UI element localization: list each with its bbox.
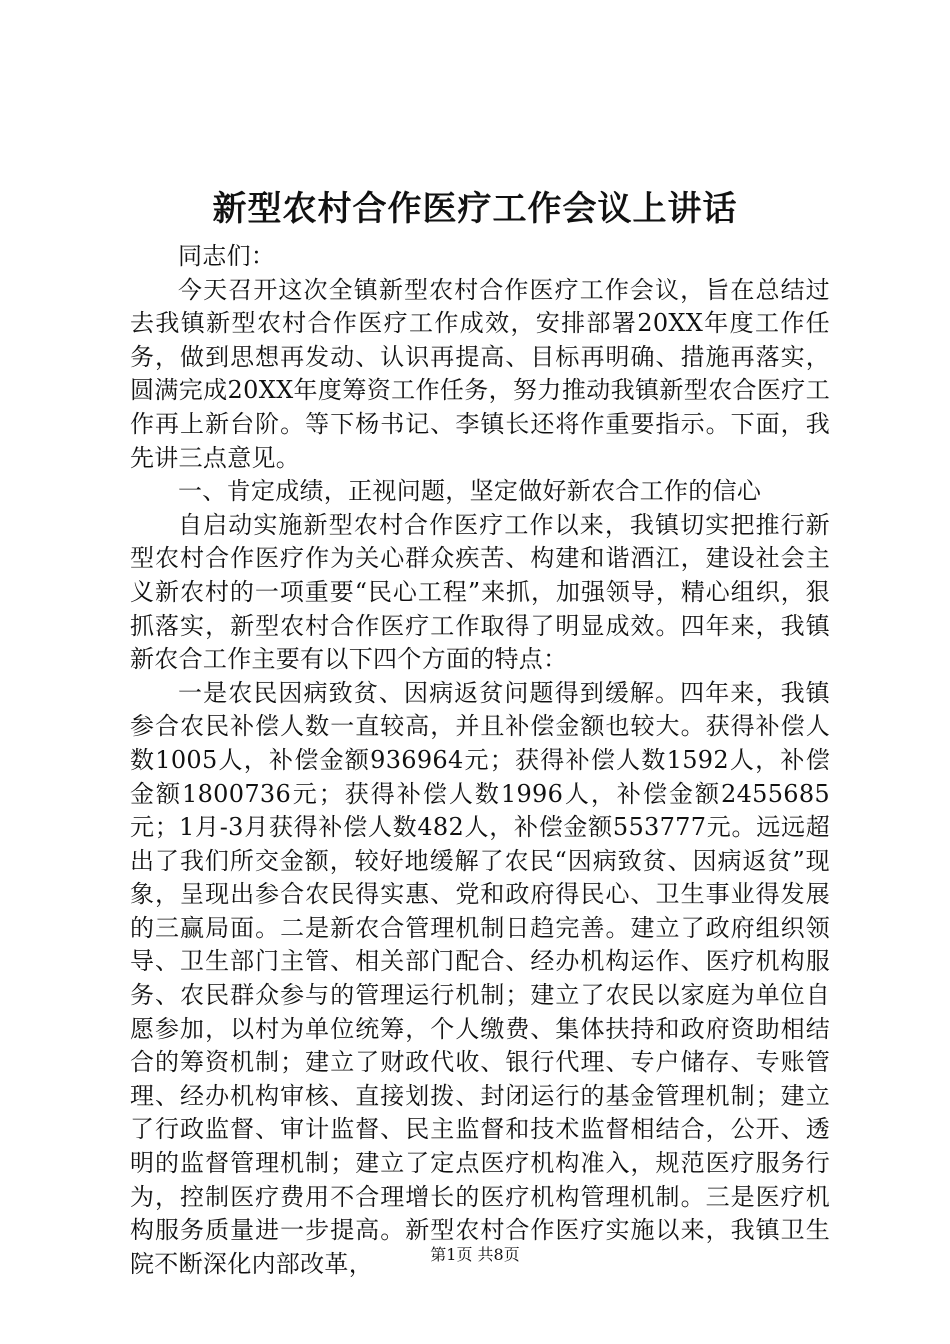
salutation-paragraph: 同志们： [178, 242, 276, 270]
document-body [130, 240, 830, 1281]
body-paragraph: 一是农民因病致贫、因病返贫问题得到缓解。四年来，我镇参合农民补偿人数一直较高，并且补偿金额也较大。获得补偿人数1005人，补偿金额936964元；获得补偿人数1592人，补偿金额1800736元；获得补偿人数1996人，补偿金额2455685元；1月-3月获得补偿人数482人，补偿金额553777元。远远超出了我们所交金额，较好地缓解了农民“因病致贫、因病返贫”现象，呈现出参合农民得实惠、党和政府得民心、卫生事业得发展的三赢局面。二是新农合管理机制日趋完善。建立了政府组织领导、卫生部门主管、相关部门配合、经办机构运作、医疗机构服务、农民群众参与的管理运行机制；建立了农民以家庭为单位自愿参加，以村为单位统筹，个人缴费、集体扶持和政府资助相结合的筹资机制；建立了财政代收、银行代理、专户储存、专账管理、经办机构审核、直接划拨、封闭运行的基金管理机制；建立了行政监督、审计监督、民主监督和技术监督相结合，公开、透明的监督管理机制；建立了定点医疗机构准入，规范医疗服务行为，控制医疗费用不合理增长的医疗机构管理机制。三是医疗机构服务质量进一步提高。新型农村合作医疗实施以来，我镇卫生院不断深化内部改革， [130, 678, 830, 1278]
document-title: 新型农村合作医疗工作会议上讲话 [212, 189, 738, 229]
page-footer: 第1页 共8页 [430, 1245, 520, 1264]
body-paragraph: 自启动实施新型农村合作医疗工作以来，我镇切实把推行新型农村合作医疗作为关心群众疾苦、构建和谐酒江，建设社会主义新农村的一项重要“民心工程”来抓，加强领导，精心组织，狠抓落实，新型农村合作医疗工作取得了明显成效。四年来，我镇新农合工作主要有以下四个方面的特点： [130, 510, 830, 674]
body-paragraph: 今天召开这次全镇新型农村合作医疗工作会议，旨在总结过去我镇新型农村合作医疗工作成效，安排部署20XX年度工作任务，做到思想再发动、认识再提高、目标再明确、措施再落实，圆满完成20XX年度筹资工作任务，努力推动我镇新型农合医疗工作再上新台阶。等下杨书记、李镇长还将作重要指示。下面，我先讲三点意见。 [130, 275, 830, 472]
section-heading: 一、肯定成绩，正视问题，坚定做好新农合工作的信心 [178, 477, 762, 506]
